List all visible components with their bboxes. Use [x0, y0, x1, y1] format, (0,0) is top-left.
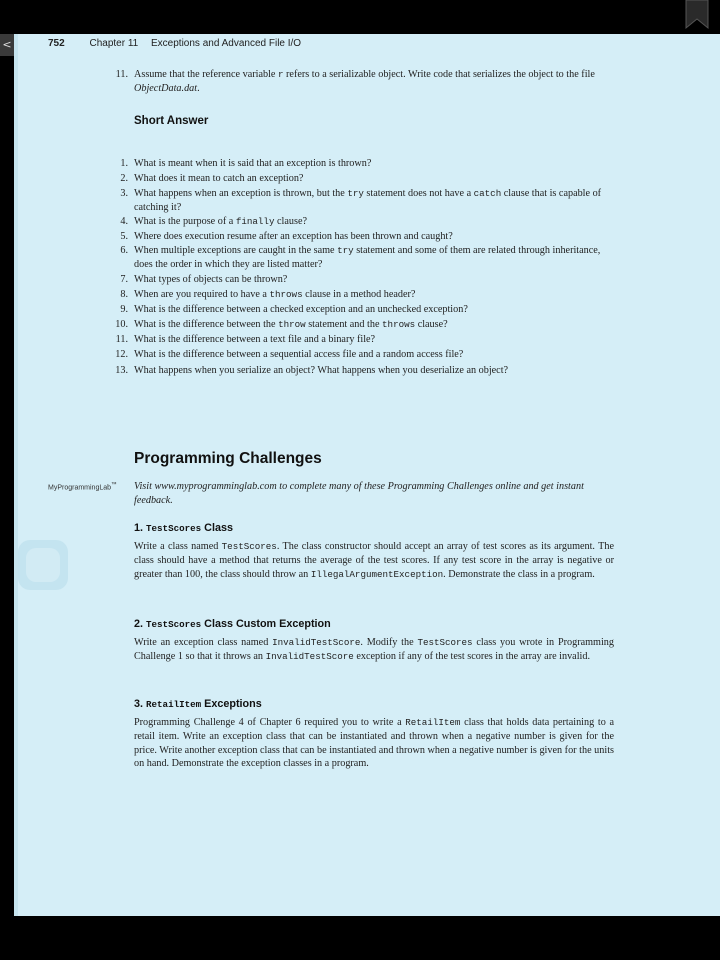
short-answer-item: [115, 364, 614, 378]
page-number: 752: [48, 38, 65, 49]
back-tab[interactable]: <: [0, 34, 14, 56]
chapter-label: Chapter 11: [89, 38, 139, 49]
code-term: IllegalArgumentException: [310, 568, 444, 580]
short-answer-item: [120, 157, 614, 171]
code-term: try: [347, 188, 364, 199]
challenge-2-heading: 2. TestScores Class Custom Exception: [134, 618, 331, 630]
short-answer-item: [120, 172, 614, 186]
item-number: 2.: [120, 173, 128, 184]
text-run: What is the difference between the: [134, 319, 279, 330]
text-run: When multiple exceptions are caught in the same: [134, 245, 338, 256]
short-answer-item: [120, 244, 614, 271]
item-number: 10.: [115, 319, 128, 330]
item-number: 8.: [120, 289, 128, 300]
code-term: InvalidTestScore: [265, 650, 354, 662]
text-run: . Demonstrate the class in a program.: [443, 568, 595, 580]
text-run: Where does execution resume after an exception has been thrown and caught?: [134, 231, 453, 242]
text-run: class you wrote in Programming Challenge 1 so that it throws an: [134, 637, 614, 662]
code-term: InvalidTestScore: [272, 637, 361, 648]
text-run: clause that is capable of catching it?: [134, 188, 602, 213]
short-answer-item: [115, 318, 614, 332]
short-answer-item: [115, 348, 614, 362]
short-answer-item: [120, 187, 614, 214]
item-number: 12.: [115, 349, 128, 360]
short-answer-item: [120, 215, 614, 229]
text-run: What is meant when it is said that an exception is thrown?: [134, 158, 372, 169]
bookmark-icon[interactable]: [684, 0, 710, 30]
text-run: What types of objects can be thrown?: [134, 274, 288, 285]
item-number: 3.: [120, 188, 128, 199]
text-run: When are you required to have a: [134, 289, 270, 300]
top-bar: [0, 0, 720, 34]
item-number: 11.: [115, 334, 128, 345]
item-number: 1.: [120, 158, 128, 169]
short-answer-item: [120, 303, 614, 317]
item-number: 9.: [120, 304, 128, 315]
item-number: 13.: [115, 365, 128, 376]
code-term: throws: [269, 289, 303, 300]
text-run: clause?: [274, 216, 307, 227]
challenge-3-text: [134, 716, 614, 771]
text-run: What is the difference between a text file and a binary file?: [134, 334, 376, 345]
challenge-1-text: [134, 540, 614, 581]
text-run: . The class constructor should accept an array of test scores as its argument. The class should have a method that returns the average of the test scores. If any test score in the array is negative or greater than 100, the class should throw an: [134, 541, 614, 580]
text-run: clause?: [415, 319, 448, 330]
code-term: RetailItem: [405, 717, 461, 728]
challenge-2-text: [134, 636, 614, 664]
text-run: What is the difference between a sequential access file and a random access file?: [134, 349, 464, 360]
challenge-1-heading: 1. TestScores Class: [134, 522, 233, 534]
item-number: 4.: [120, 216, 128, 227]
text-run: statement and some of them are related through inheritance, does the order in which they are listed matter?: [134, 245, 601, 270]
text-run: clause in a method header?: [302, 289, 416, 300]
programming-challenges-heading: Programming Challenges: [134, 450, 322, 467]
text-run: What happens when an exception is thrown, but the: [134, 188, 348, 199]
code-term: TestScores: [417, 637, 473, 648]
floating-assistive-button[interactable]: [18, 540, 68, 590]
text-run: Programming Challenge 4 of Chapter 6 required you to write a: [134, 717, 406, 728]
text-run: What is the difference between a checked exception and an unchecked exception?: [134, 304, 468, 315]
short-answer-heading: Short Answer: [134, 115, 209, 127]
code-term: TestScores: [221, 541, 277, 552]
short-answer-item: [120, 273, 614, 287]
text-run: What does it mean to catch an exception?: [134, 173, 304, 184]
short-answer-item: [120, 230, 614, 244]
bottom-bar: [0, 916, 720, 960]
challenges-intro: Visit www.myprogramminglab.com to complete many of these Programming Challenges online and get instant feedback.: [134, 481, 584, 506]
text-run: statement does not have a: [363, 188, 474, 199]
code-term: try: [337, 245, 354, 256]
text-run: Write an exception class named: [134, 637, 273, 648]
page-edge: [14, 34, 18, 916]
text-run: statement and the: [305, 319, 383, 330]
short-answer-item: [115, 333, 614, 347]
short-answer-item: [120, 288, 614, 302]
challenge-3-heading: 3. RetailItem Exceptions: [134, 698, 262, 710]
assistive-dot: [26, 548, 60, 582]
code-term: throws: [382, 319, 416, 330]
text-run: What is the purpose of a: [134, 216, 236, 227]
myprogramminglab-logo: MyProgrammingLab™: [48, 482, 117, 492]
item-number: 7.: [120, 274, 128, 285]
text-run: Write a class named: [134, 541, 222, 552]
item-number: 6.: [120, 245, 128, 256]
list-item: 11. Assume that the reference variable r refers to a serializable object. Write code that serializes the object to the file ObjectData.dat.: [115, 69, 595, 94]
text-run: What happens when you serialize an object? What happens when you deserialize an object?: [134, 365, 509, 376]
item-number: 5.: [120, 231, 128, 242]
code-term: catch: [473, 188, 502, 199]
code-term: throw: [278, 319, 306, 330]
running-header: [48, 38, 301, 49]
chapter-title: Exceptions and Advanced File I/O: [151, 38, 302, 49]
text-run: exception if any of the test scores in the array are invalid.: [353, 650, 590, 662]
text-run: class that holds data pertaining to a retail item. Write an exception class that can be instantiated and thrown when a negative number is given for the price. Write another exception class that can be instantiated and thrown when a negative number is given for the units on hand. Demonstrate the exception classes in a program.: [134, 717, 614, 770]
text-run: . Modify the: [360, 637, 418, 648]
code-term: finally: [235, 216, 275, 227]
